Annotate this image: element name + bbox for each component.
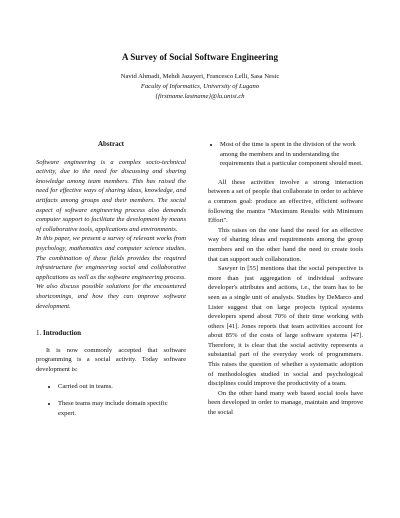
affiliation: Faculty of Informatics, University of Lugano (140, 83, 260, 90)
body-paragraph-1: All these activities involve a strong interaction between a set of people that collaborate in order to achieve a common goal: produce an effective, efficient software following the mantra "Maximum Results with Minimum Effort". (208, 178, 363, 225)
body-paragraph-3: Sawyer in [55] mentions that the social perspective is more than just aggregation of individual software developer's attributes and actions, i.e., the team has to be seen as a single unit of analysis. Studies by DeMarco and Lister suggest that on large projects typical systems developers spend about 70% of their time working with others [41]. Jones reports that team activities account for about 85% of the costs of large software systems [47]. Therefore, it is clear that the social activity represents a substantial part of the everyday work of programmers. This raises the question of whether a systematic adoption of methodologies studied in social and psychological disciplines could improve the productivity of a team. (208, 265, 363, 388)
list-item: • Carried out in teams. (58, 382, 186, 392)
section-heading-introduction (36, 329, 186, 339)
author-email: {firstname.lastname}@lu.unisi.ch (155, 93, 245, 100)
list-item: • Most of the time is spent in the division of the work among the members and in understanding the requirements that a particular component should meet. (220, 140, 363, 169)
paper-title: A Survey of Social Software Engineering (121, 52, 279, 62)
abstract-heading: Abstract (97, 140, 125, 148)
author-names: Navid Ahmadi, Mehdi Jazayeri, Francesco Lelli, Sasa Nesic (120, 73, 280, 80)
body-paragraph-2: This raises on the one hand the need for an effective way of sharing ideas and requirements among the group members and on the other hand the need to create tools that can support such collaboration. (208, 226, 363, 263)
section-title: Introduction (43, 329, 81, 338)
continued-bullet-list (208, 140, 363, 169)
abstract-paragraph-2: In this paper, we present a survey of relevant works from psychology, mathematics and computer science studies. The combination of these fields provides the required infrastructure for engineering social and collaborative applications as well as the software engineering process. We also discuss possible solutions for the encountered shortcomings, and how they can improve software development. (36, 235, 186, 310)
abstract-paragraph-1: Software engineering is a complex socio-technical activity, due to the need for discussing and sharing knowledge among team members. This has raised the need for effective ways of sharing ideas, knowledge, and artifacts among groups and their members. The social aspect of software engineering process also demands computer support to facilitate the development by means of collaborative tools, applications and environments. (36, 158, 186, 233)
intro-bullet-list (36, 382, 186, 418)
author-block (0, 72, 400, 102)
left-column (36, 140, 186, 425)
right-column (208, 140, 363, 418)
intro-paragraph-1: It is now commonly accepted that software programming is a social activity. Today software development is: (36, 346, 186, 373)
body-paragraph-4: On the other hand many web based social tools have been developed in order to manage, maintain and improve the social (208, 389, 363, 417)
list-item: • These teams may include domain specific expert. (58, 399, 186, 418)
section-number: 1. (36, 329, 42, 338)
